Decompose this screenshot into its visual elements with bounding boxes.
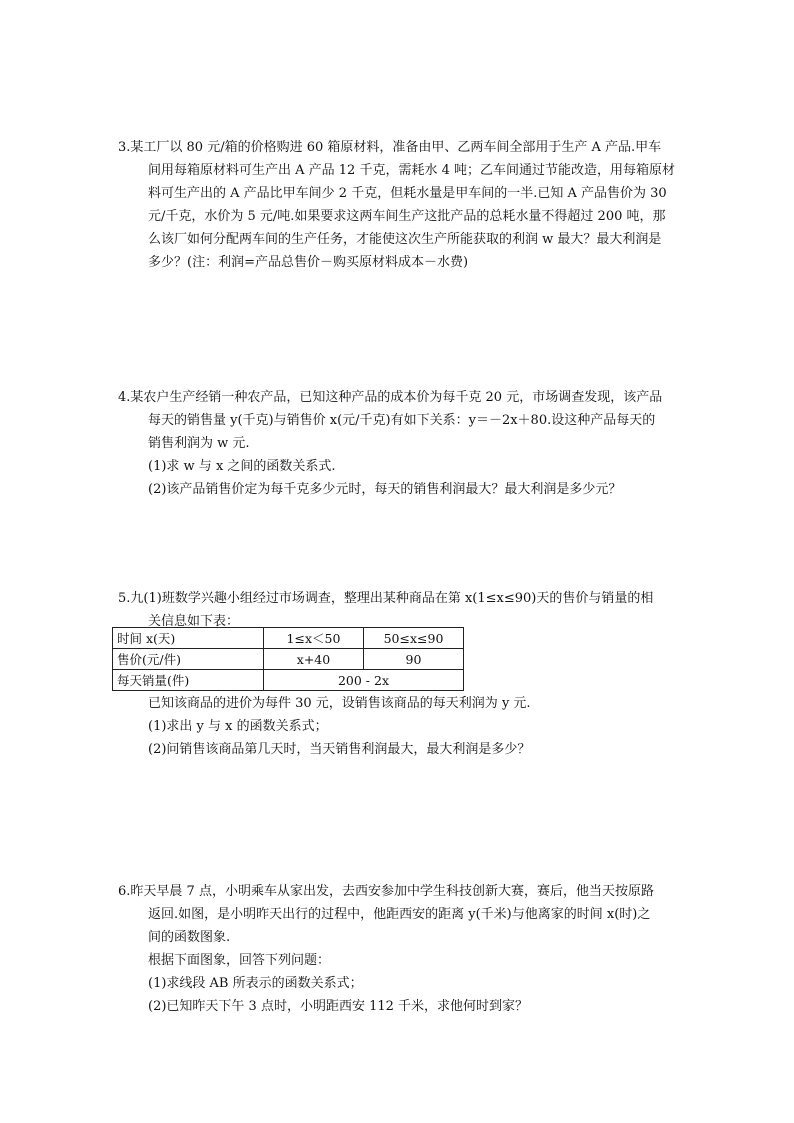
problem-3 [118,136,678,274]
problem-6-line: 6.昨天早晨 7 点，小明乘车从家出发，去西安参加中学生科技创新大赛，赛后，他当天按原路 [118,884,654,899]
problem-4-subquestion: (1)求 w 与 x 之间的函数关系式. [148,459,336,474]
problem-4-line: 每天的销售量 y(千克)与销售价 x(元/千克)有如下关系：y＝－2x＋80.设这种产品每天的 [148,413,656,428]
table-cell: 每天销量(件) [113,670,264,691]
problem-3-line: 元/千克，水价为 5 元/吨.如果要求这两车间生产这批产品的总耗水量不得超过 200 吨，那 [148,209,666,224]
table-row [113,670,464,691]
problem-4 [118,386,678,501]
problem-3-line: 3.某工厂以 80 元/箱的价格购进 60 箱原材料，准备由甲、乙两车间全部用于生产 A 产品.甲车 [118,140,662,155]
table-cell: x+40 [264,649,364,670]
problem-6-subquestion: (1)求线段 AB 所表示的函数关系式； [148,976,363,991]
table-cell: 50≤x≤90 [364,628,464,649]
problem-6-line: 返回.如图，是小明昨天出行的过程中，他距西安的距离 y(千米)与他离家的时间 x(时)之 [148,907,651,922]
problem-3-line: 料可生产出的 A 产品比甲车间少 2 千克，但耗水量是甲车间的一半.已知 A 产品售价为 30 [148,186,667,201]
problem-4-subquestion: (2)该产品销售价定为每千克多少元时，每天的销售利润最大？最大利润是多少元？ [148,482,622,497]
problem-6-subquestion: (2)已知昨天下午 3 点时，小明距西安 112 千米，求他何时到家？ [148,999,529,1014]
problem-5-line: 5.九(1)班数学兴趣小组经过市场调查，整理出某种商品在第 x(1≤x≤90)天的售价与销量的相 [118,591,654,606]
problem-5-subquestion: (2)问销售该商品第几天时，当天销售利润最大，最大利润是多少？ [148,742,531,757]
table-cell: 售价(元/件) [113,649,264,670]
problem-5-subquestion: (1)求出 y 与 x 的函数关系式； [148,719,328,734]
problem-5-line: 已知该商品的进价为每件 30 元，设销售该商品的每天利润为 y 元. [148,696,531,711]
problem-5-line: 关信息如下表： [148,614,240,629]
problem-5-questions [118,692,678,761]
table-cell: 200 - 2x [264,670,464,691]
problem-4-line: 销售利润为 w 元. [148,436,250,451]
problem-3-line: 么该厂如何分配两车间的生产任务，才能使这次生产所能获取的利润 w 最大？最大利润是 [148,232,662,247]
problem-3-line: 多少？(注：利润=产品总售价－购买原材料成本－水费) [148,255,469,270]
table-cell: 时间 x(天) [113,628,264,649]
table-cell: 90 [364,649,464,670]
table-row [113,628,464,649]
table-cell: 1≤x＜50 [264,628,364,649]
price-sales-table [112,627,464,691]
problem-4-line: 4.某农户生产经销一种农产品，已知这种产品的成本价为每千克 20 元，市场调查发现，该产品 [118,390,663,405]
problem-3-line: 间用每箱原材料可生产出 A 产品 12 千克，需耗水 4 吨；乙车间通过节能改造，用每箱原材 [148,163,675,178]
problem-6-line: 根据下面图象，回答下列问题： [148,953,331,968]
table-row [113,649,464,670]
problem-6 [118,880,678,1018]
problem-6-line: 间的函数图象. [148,930,231,945]
